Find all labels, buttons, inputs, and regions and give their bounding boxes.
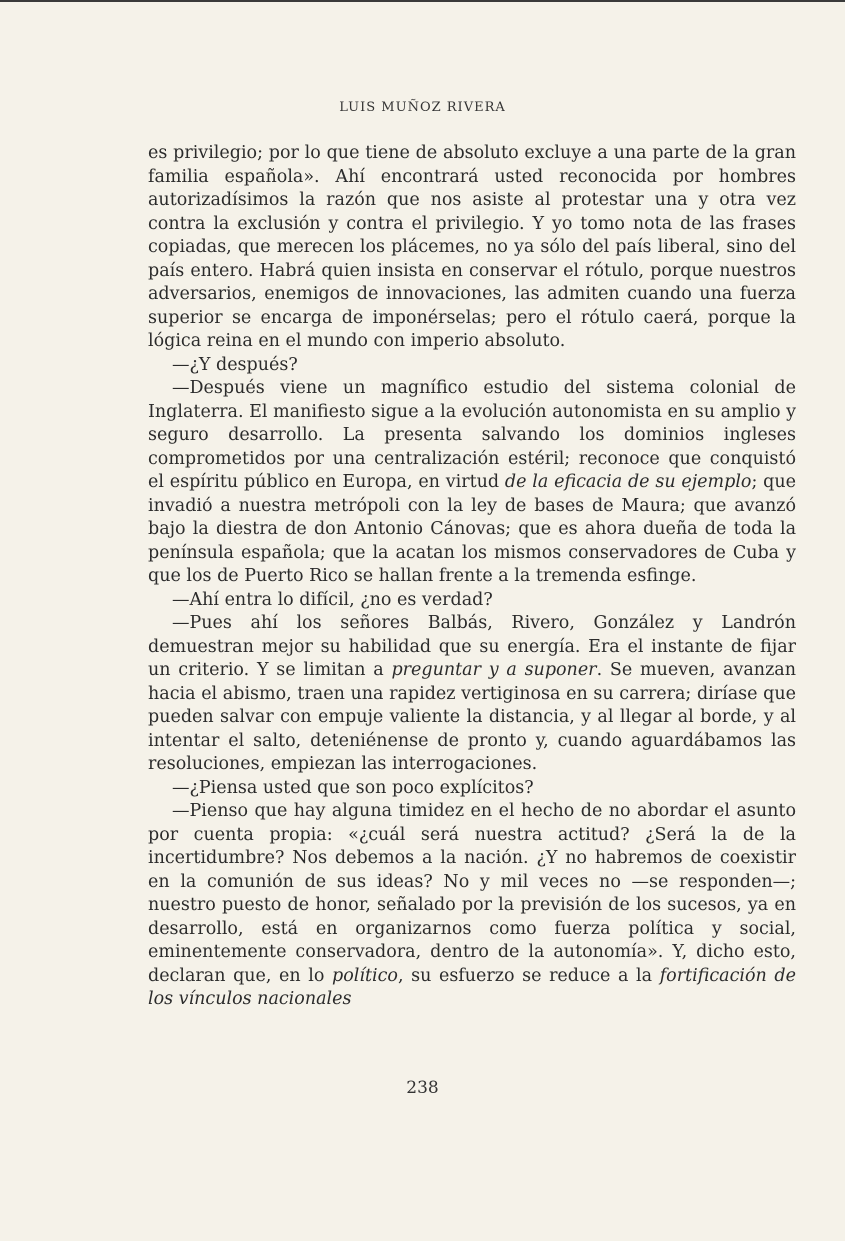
text-run: —Ahí entra lo difícil, ¿no es verdad? — [172, 589, 493, 610]
page-number: 238 — [406, 1078, 439, 1098]
top-rule — [0, 0, 845, 2]
body-text — [148, 142, 796, 1012]
italic-text: político — [332, 965, 398, 986]
paragraph-6 — [148, 777, 796, 801]
italic-text: preguntar y a suponer — [391, 660, 597, 680]
paragraph-2 — [148, 354, 796, 378]
running-head: LUIS MUÑOZ RIVERA — [339, 100, 506, 115]
text-run: , su esfuerzo se reduce a la — [397, 965, 660, 986]
paragraph-1 — [148, 142, 796, 354]
text-run: —Después viene un magnífico estudio del sistema colonial de Inglaterra. El manifiesto sigue a la evolución autonomista en su amplio y seguro desarrollo. La presenta salvando los dominios ingleses comprometidos por una centralización estéril; reconoce que conquistó el espíritu público en Europa, en virtud — [148, 378, 796, 492]
text-run: ; que invadió a nuestra metrópoli con la ley de bases de Maura; que avanzó bajo la diestra de don Antonio Cánovas; que es ahora dueña de toda la península española; que la acatan los mismos conservadores de Cuba y que los de Puerto Rico se hallan frente a la tremenda esfinge. — [148, 472, 796, 586]
paragraph-7 — [148, 800, 796, 1012]
text-run: —¿Piensa usted que son poco explícitos? — [172, 777, 534, 798]
paragraph-5 — [148, 612, 796, 777]
text-run: —Pienso que hay alguna timidez en el hecho de no abordar el asunto por cuenta propia: «¿cuál será nuestra actitud? ¿Será la de la incertidumbre? Nos debemos a la nación. ¿Y no habremos de coexistir en la comunión de sus ideas? No y mil veces no —se responden—; nuestro puesto de honor, señalado por la previsión de los sucesos, ya en desarrollo, está en organizarnos como fuerza política y social, eminentemente conservadora, dentro de la autonomía». Y, dicho esto, declaran que, en lo — [148, 801, 796, 986]
paragraph-4 — [148, 589, 796, 613]
paragraph-3 — [148, 377, 796, 589]
italic-text: de la eficacia de su ejemplo — [504, 472, 752, 492]
italic-text: fortificación de los vínculos nacionales — [148, 965, 796, 1009]
text-run: . Se mueven, avanzan hacia el abismo, traen una rapidez vertiginosa en su carrera; diríase que pueden salvar con empuje valiente la distancia, y al llegar al borde, y al intentar el salto, deteniénense de pronto y, cuando aguardábamos las resoluciones, empiezan las interrogaciones. — [148, 660, 796, 774]
text-run: es privilegio; por lo que tiene de absoluto excluye a una parte de la gran familia española». Ahí encontrará usted reconocida por hombres autorizadísimos la razón que nos asiste al protestar una y otra vez contra la exclusión y contra el privilegio. Y yo tomo nota de las frases copiadas, que merecen los plácemes, no ya sólo del país liberal, sino del país entero. Habrá quien insista en conservar el rótulo, porque nuestros adversarios, enemigos de innovaciones, las admiten cuando una fuerza superior se encarga de imponérselas; pero el rótulo caerá, porque la lógica reina en el mundo con imperio absoluto. — [148, 143, 796, 351]
text-run: —¿Y después? — [172, 354, 298, 375]
text-run: —Pues ahí los señores Balbás, Rivero, González y Landrón demuestran mejor su habilidad que su energía. Era el instante de fijar un criterio. Y se limitan a — [148, 613, 796, 680]
